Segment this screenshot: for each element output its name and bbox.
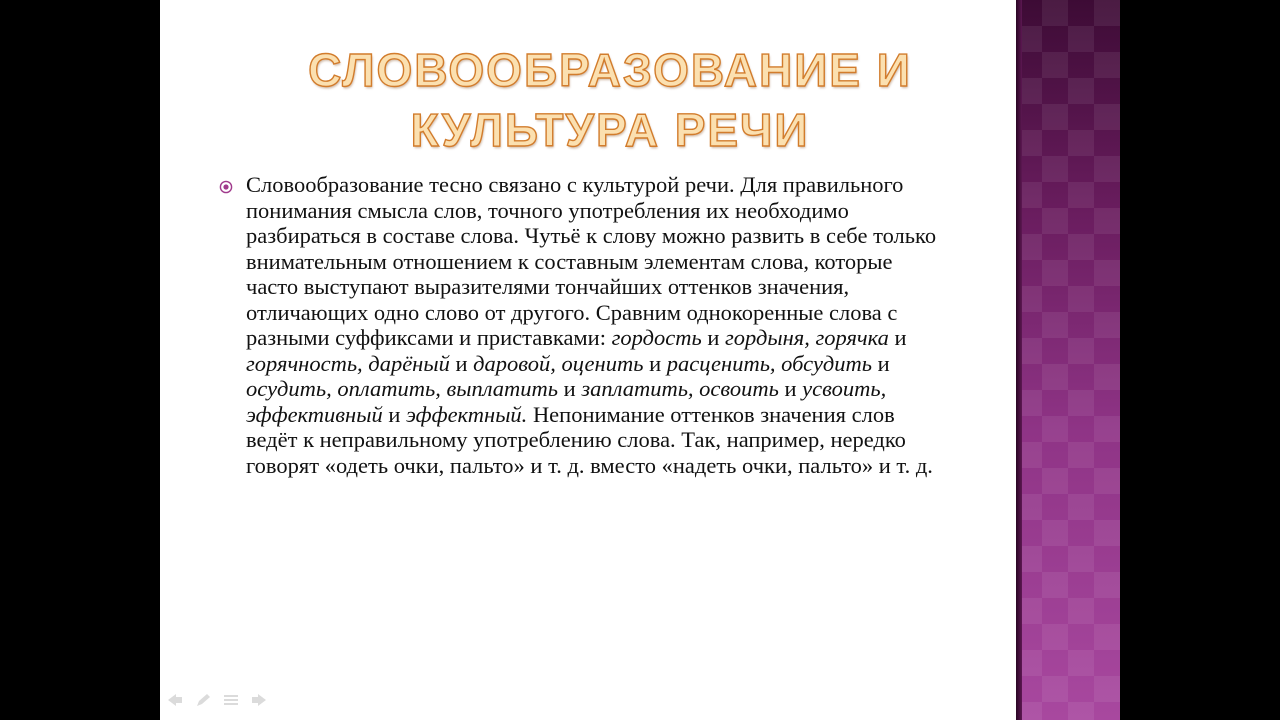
- text-run: и: [382, 401, 406, 427]
- italic-word-run: усвоить, эффективный: [246, 376, 887, 427]
- arrow-left-icon[interactable]: [166, 692, 184, 708]
- slide-nav: [166, 692, 268, 712]
- decorative-side-panel: [1016, 0, 1120, 720]
- text-run: и: [558, 376, 582, 401]
- italic-word-run: горячность, дарёный: [246, 350, 450, 376]
- title-line-1: СЛОВООБРАЗОВАНИЕ И: [308, 44, 912, 96]
- text-run: Словообразование тесно связано с культурой речи. Для правильного понимания смысла слов, точного употребления их необходимо разбираться в составе слова. Чутьё к слову можно развить в себе только внимательным отношением к составным элементам слова, которые часто выступают выразителями тончайших оттенков значения, отличающих одно слово от другого. Сравним однокоренные слова с разными суффиксами и приставками:: [246, 172, 937, 350]
- menu-icon[interactable]: [222, 692, 240, 708]
- pen-icon[interactable]: [194, 692, 212, 708]
- slide: [160, 0, 1120, 720]
- italic-word-run: гордость: [611, 325, 702, 350]
- diamond-pattern: [1016, 0, 1120, 720]
- italic-word-run: осудить, оплатить, выплатить: [246, 376, 559, 401]
- slide-title: [160, 40, 1060, 160]
- text-run: Непонимание оттенков значения слов ведёт к неправильному употреблению слова. Так, например, нередко говорят «одеть очки, пальто» и т. д. вместо «надеть очки, пальто» и т. д.: [246, 401, 933, 478]
- title-line-2: КУЛЬТУРА РЕЧИ: [410, 104, 810, 156]
- italic-word-run: гордыня, горячка: [724, 325, 889, 350]
- arrow-right-icon[interactable]: [250, 692, 268, 708]
- radio-bullet-icon: [219, 180, 233, 194]
- italic-word-run: заплатить, освоить: [581, 376, 779, 401]
- italic-word-run: эффектный.: [406, 401, 528, 427]
- italic-word-run: даровой, оценить: [473, 350, 644, 376]
- text-run: и: [449, 350, 474, 376]
- text-run: и: [872, 350, 890, 376]
- italic-word-run: расценить, обсудить: [666, 350, 873, 376]
- text-run: и: [888, 325, 907, 350]
- text-run: и: [701, 325, 725, 350]
- text-run: и: [643, 350, 667, 376]
- panel-edge: [1016, 0, 1022, 720]
- body-paragraph: [246, 172, 946, 478]
- text-run: и: [778, 376, 803, 401]
